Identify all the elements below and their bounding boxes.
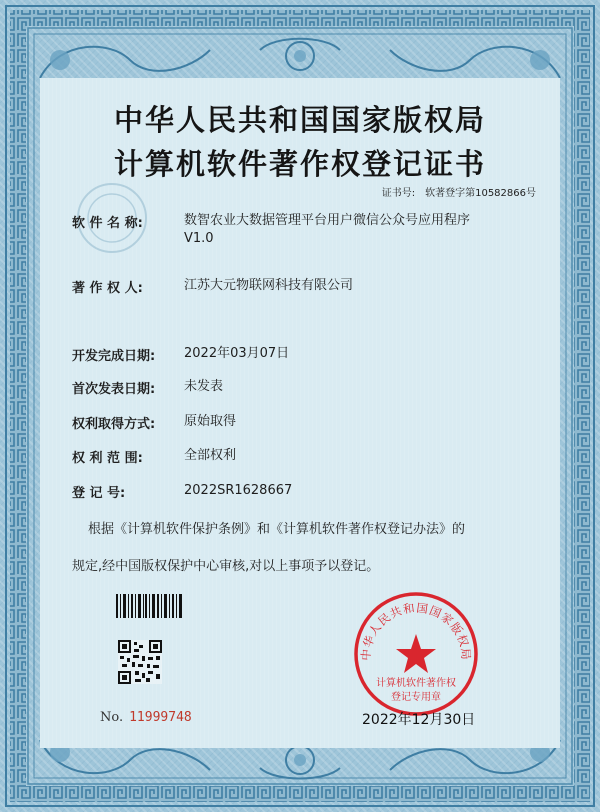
field-software-name — [72, 212, 542, 248]
issuing-authority-title: 中华人民共和国国家版权局 — [113, 103, 486, 137]
field-registration-number — [72, 482, 542, 501]
qr-code — [118, 640, 162, 684]
field-label: 首次发表日期: — [72, 382, 156, 397]
official-seal — [350, 588, 482, 720]
field-value: 2022SR1628667 — [184, 483, 293, 498]
field-label: 权利取得方式: — [72, 417, 156, 432]
statement-line-1: 根据《计算机软件保护条例》和《计算机软件著作权登记办法》的 — [88, 522, 466, 537]
field-rights-scope — [72, 447, 542, 466]
certificate-number — [382, 184, 536, 199]
field-label: 著 作 权 人: — [72, 281, 143, 296]
field-value: 原始取得 — [184, 414, 237, 429]
field-value: 全部权利 — [184, 448, 237, 463]
field-value: 2022年03月07日 — [184, 346, 290, 361]
field-value: 江苏大元物联网科技有限公司 — [184, 278, 354, 293]
field-value-version: V1.0 — [184, 231, 214, 246]
serial-number — [100, 710, 192, 725]
field-value: 数智农业大数据管理平台用户微信公众号应用程序 — [184, 213, 471, 228]
barcode — [116, 594, 184, 618]
serial-value: 11999748 — [129, 710, 192, 725]
field-acquisition-method — [72, 413, 542, 432]
certificate-number-label: 证书号: — [381, 188, 416, 199]
seal-outer-text: 中华人民共和国国家版权局 — [358, 600, 474, 662]
field-label: 权 利 范 围: — [72, 451, 143, 466]
field-label: 软 件 名 称: — [72, 216, 143, 231]
statement-line-2: 规定,经中国版权保护中心审核,对以上事项予以登记。 — [72, 559, 380, 574]
field-label: 登 记 号: — [72, 486, 126, 501]
seal-inner-line-2: 登记专用章 — [391, 692, 441, 703]
certificate-number-value: 软著登字第10582866号 — [425, 188, 536, 199]
seal-inner-line-1: 计算机软件著作权 — [376, 678, 456, 689]
field-development-date — [72, 345, 542, 364]
serial-label: No. — [100, 710, 124, 725]
field-value: 未发表 — [184, 379, 224, 394]
field-copyright-owner — [72, 277, 542, 296]
certificate-title: 计算机软件著作权登记证书 — [113, 147, 486, 181]
field-publication-date — [72, 378, 542, 397]
issue-date: 2022年12月30日 — [362, 712, 476, 728]
field-label: 开发完成日期: — [72, 349, 156, 364]
